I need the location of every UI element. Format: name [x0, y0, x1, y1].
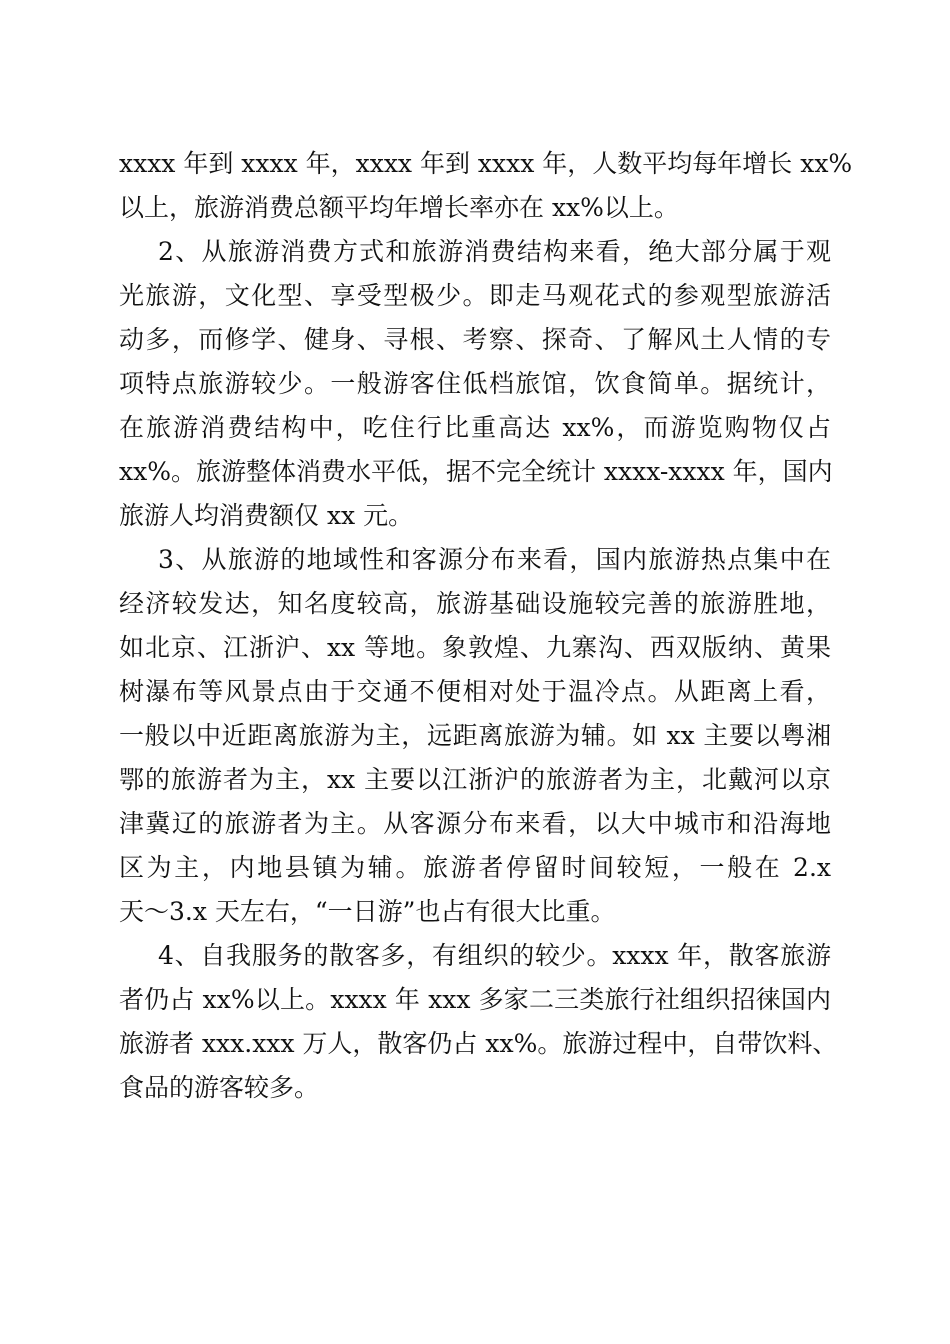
text-line: 树瀑布等风景点由于交通不便相对处于温冷点。从距离上看，: [119, 677, 831, 706]
paragraph-2-first-line: 2、从旅游消费方式和旅游消费结构来看，绝大部分属于观: [158, 237, 831, 266]
text-line: 一般以中近距离旅游为主，远距离旅游为辅。如 xx 主要以粤湘: [119, 721, 831, 750]
text-line: 经济较发达，知名度较高，旅游基础设施较完善的旅游胜地，: [119, 589, 831, 618]
text-line: 光旅游，文化型、享受型极少。即走马观花式的参观型旅游活: [119, 281, 831, 310]
text-line: 鄂的旅游者为主，xx 主要以江浙沪的旅游者为主，北戴河以京: [119, 765, 831, 794]
text-line: 项特点旅游较少。一般游客住低档旅馆，饮食简单。据统计，: [119, 369, 831, 398]
text-line: 动多，而修学、健身、寻根、考察、探奇、了解风土人情的专: [119, 325, 831, 354]
text-line: 天～3.x 天左右，“一日游”也占有很大比重。: [119, 897, 616, 926]
text-line: 以上，旅游消费总额平均年增长率亦在 xx%以上。: [119, 193, 679, 222]
paragraph-4-first-line: 4、自我服务的散客多，有组织的较少。xxxx 年，散客旅游: [158, 941, 831, 970]
text-line: xxxx 年到 xxxx 年，xxxx 年到 xxxx 年，人数平均每年增长 xx%: [119, 149, 853, 178]
text-line: 旅游者 xxx.xxx 万人，散客仍占 xx%。旅游过程中，自带饮料、: [119, 1029, 838, 1058]
text-line: 在旅游消费结构中，吃住行比重高达 xx%，而游览购物仅占: [119, 413, 831, 442]
paragraph-3-first-line: 3、从旅游的地域性和客源分布来看，国内旅游热点集中在: [158, 545, 831, 574]
text-line: 如北京、江浙沪、xx 等地。象敦煌、九寨沟、西双版纳、黄果: [119, 633, 831, 662]
text-line: 者仍占 xx%以上。xxxx 年 xxx 多家二三类旅行社组织招徕国内: [119, 985, 831, 1014]
text-line: 津冀辽的旅游者为主。从客源分布来看，以大中城市和沿海地: [119, 809, 831, 838]
text-line: 区为主，内地县镇为辅。旅游者停留时间较短，一般在 2.x: [119, 853, 831, 882]
text-line: 食品的游客较多。: [119, 1073, 320, 1102]
text-line: 旅游人均消费额仅 xx 元。: [119, 501, 414, 530]
text-line: xx%。旅游整体消费水平低，据不完全统计 xxxx-xxxx 年，国内: [119, 457, 833, 486]
